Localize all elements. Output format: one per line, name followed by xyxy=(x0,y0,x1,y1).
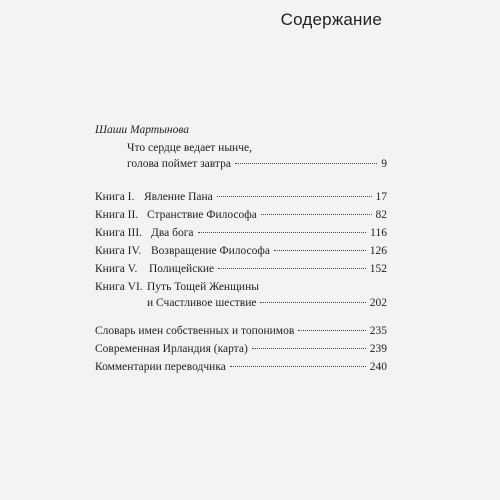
toc-entry-book-2[interactable] xyxy=(95,208,387,222)
toc-entry-title xyxy=(95,244,270,258)
toc-entry-title: Комментарии переводчика xyxy=(95,361,226,373)
page-number: 152 xyxy=(369,263,387,275)
dot-leader xyxy=(298,330,365,331)
toc-entry-commentary[interactable] xyxy=(95,360,387,374)
dot-leader xyxy=(235,163,377,164)
toc-entry-book-1[interactable] xyxy=(95,190,387,204)
page-number: 116 xyxy=(370,227,387,239)
toc-entry-title xyxy=(95,280,259,294)
toc-entry-book-3[interactable] xyxy=(95,226,387,240)
toc-entry-book-6-line2[interactable] xyxy=(147,296,387,310)
page-number: 239 xyxy=(369,343,387,355)
book-label: Книга I. xyxy=(95,191,135,203)
dot-leader xyxy=(260,302,365,303)
book-label: Книга V. xyxy=(95,263,138,275)
book-label: Книга VI. xyxy=(95,281,143,293)
book-title: Полицейские xyxy=(149,263,215,275)
book-label: Книга II. xyxy=(95,209,139,221)
dot-leader xyxy=(217,196,372,197)
book-title: Явление Пана xyxy=(144,191,213,203)
toc-entry-book-5[interactable] xyxy=(95,262,387,276)
page-number: 82 xyxy=(375,209,387,221)
toc-entry-title xyxy=(95,262,214,276)
toc-entry-glossary[interactable] xyxy=(95,324,387,338)
dot-leader xyxy=(230,366,366,367)
dot-leader xyxy=(218,268,366,269)
page-number: 9 xyxy=(381,158,387,170)
toc-entry-book-6-line1[interactable] xyxy=(95,280,387,294)
book-label: Книга III. xyxy=(95,227,143,239)
toc-entry-title xyxy=(95,190,213,204)
toc-entry-book-4[interactable] xyxy=(95,244,387,258)
book-title: Возвращение Философа xyxy=(151,245,270,257)
dot-leader xyxy=(198,232,367,233)
page-number: 126 xyxy=(369,245,387,257)
dot-leader xyxy=(261,214,372,215)
book-title-cont: и Счастливое шествие xyxy=(147,297,257,309)
toc-entry-title xyxy=(95,208,257,222)
preface-title-text1: Что сердце ведает нынче, xyxy=(127,142,252,154)
book-title: Путь Тощей Женщины xyxy=(147,281,259,293)
page-number: 235 xyxy=(369,325,387,337)
preface-author: Шаши Мартынова xyxy=(95,124,190,136)
page-number: 240 xyxy=(369,361,387,373)
toc-entry-title xyxy=(95,226,194,240)
page-title: Содержание xyxy=(280,10,382,29)
toc-entry-title: Современная Ирландия (карта) xyxy=(95,343,248,355)
toc-entry-preface[interactable] xyxy=(127,157,387,171)
book-label: Книга IV. xyxy=(95,245,142,257)
toc-entry-map[interactable] xyxy=(95,342,387,356)
dot-leader xyxy=(274,250,366,251)
preface-title-line1 xyxy=(127,141,387,155)
book-title: Странствие Философа xyxy=(147,209,257,221)
page-number: 202 xyxy=(369,297,387,309)
toc-entry-title: Словарь имен собственных и топонимов xyxy=(95,325,295,337)
book-title: Два бога xyxy=(151,227,194,239)
preface-title-text2: голова поймет завтра xyxy=(127,158,231,170)
dot-leader xyxy=(252,348,366,349)
page-number: 17 xyxy=(375,191,387,203)
